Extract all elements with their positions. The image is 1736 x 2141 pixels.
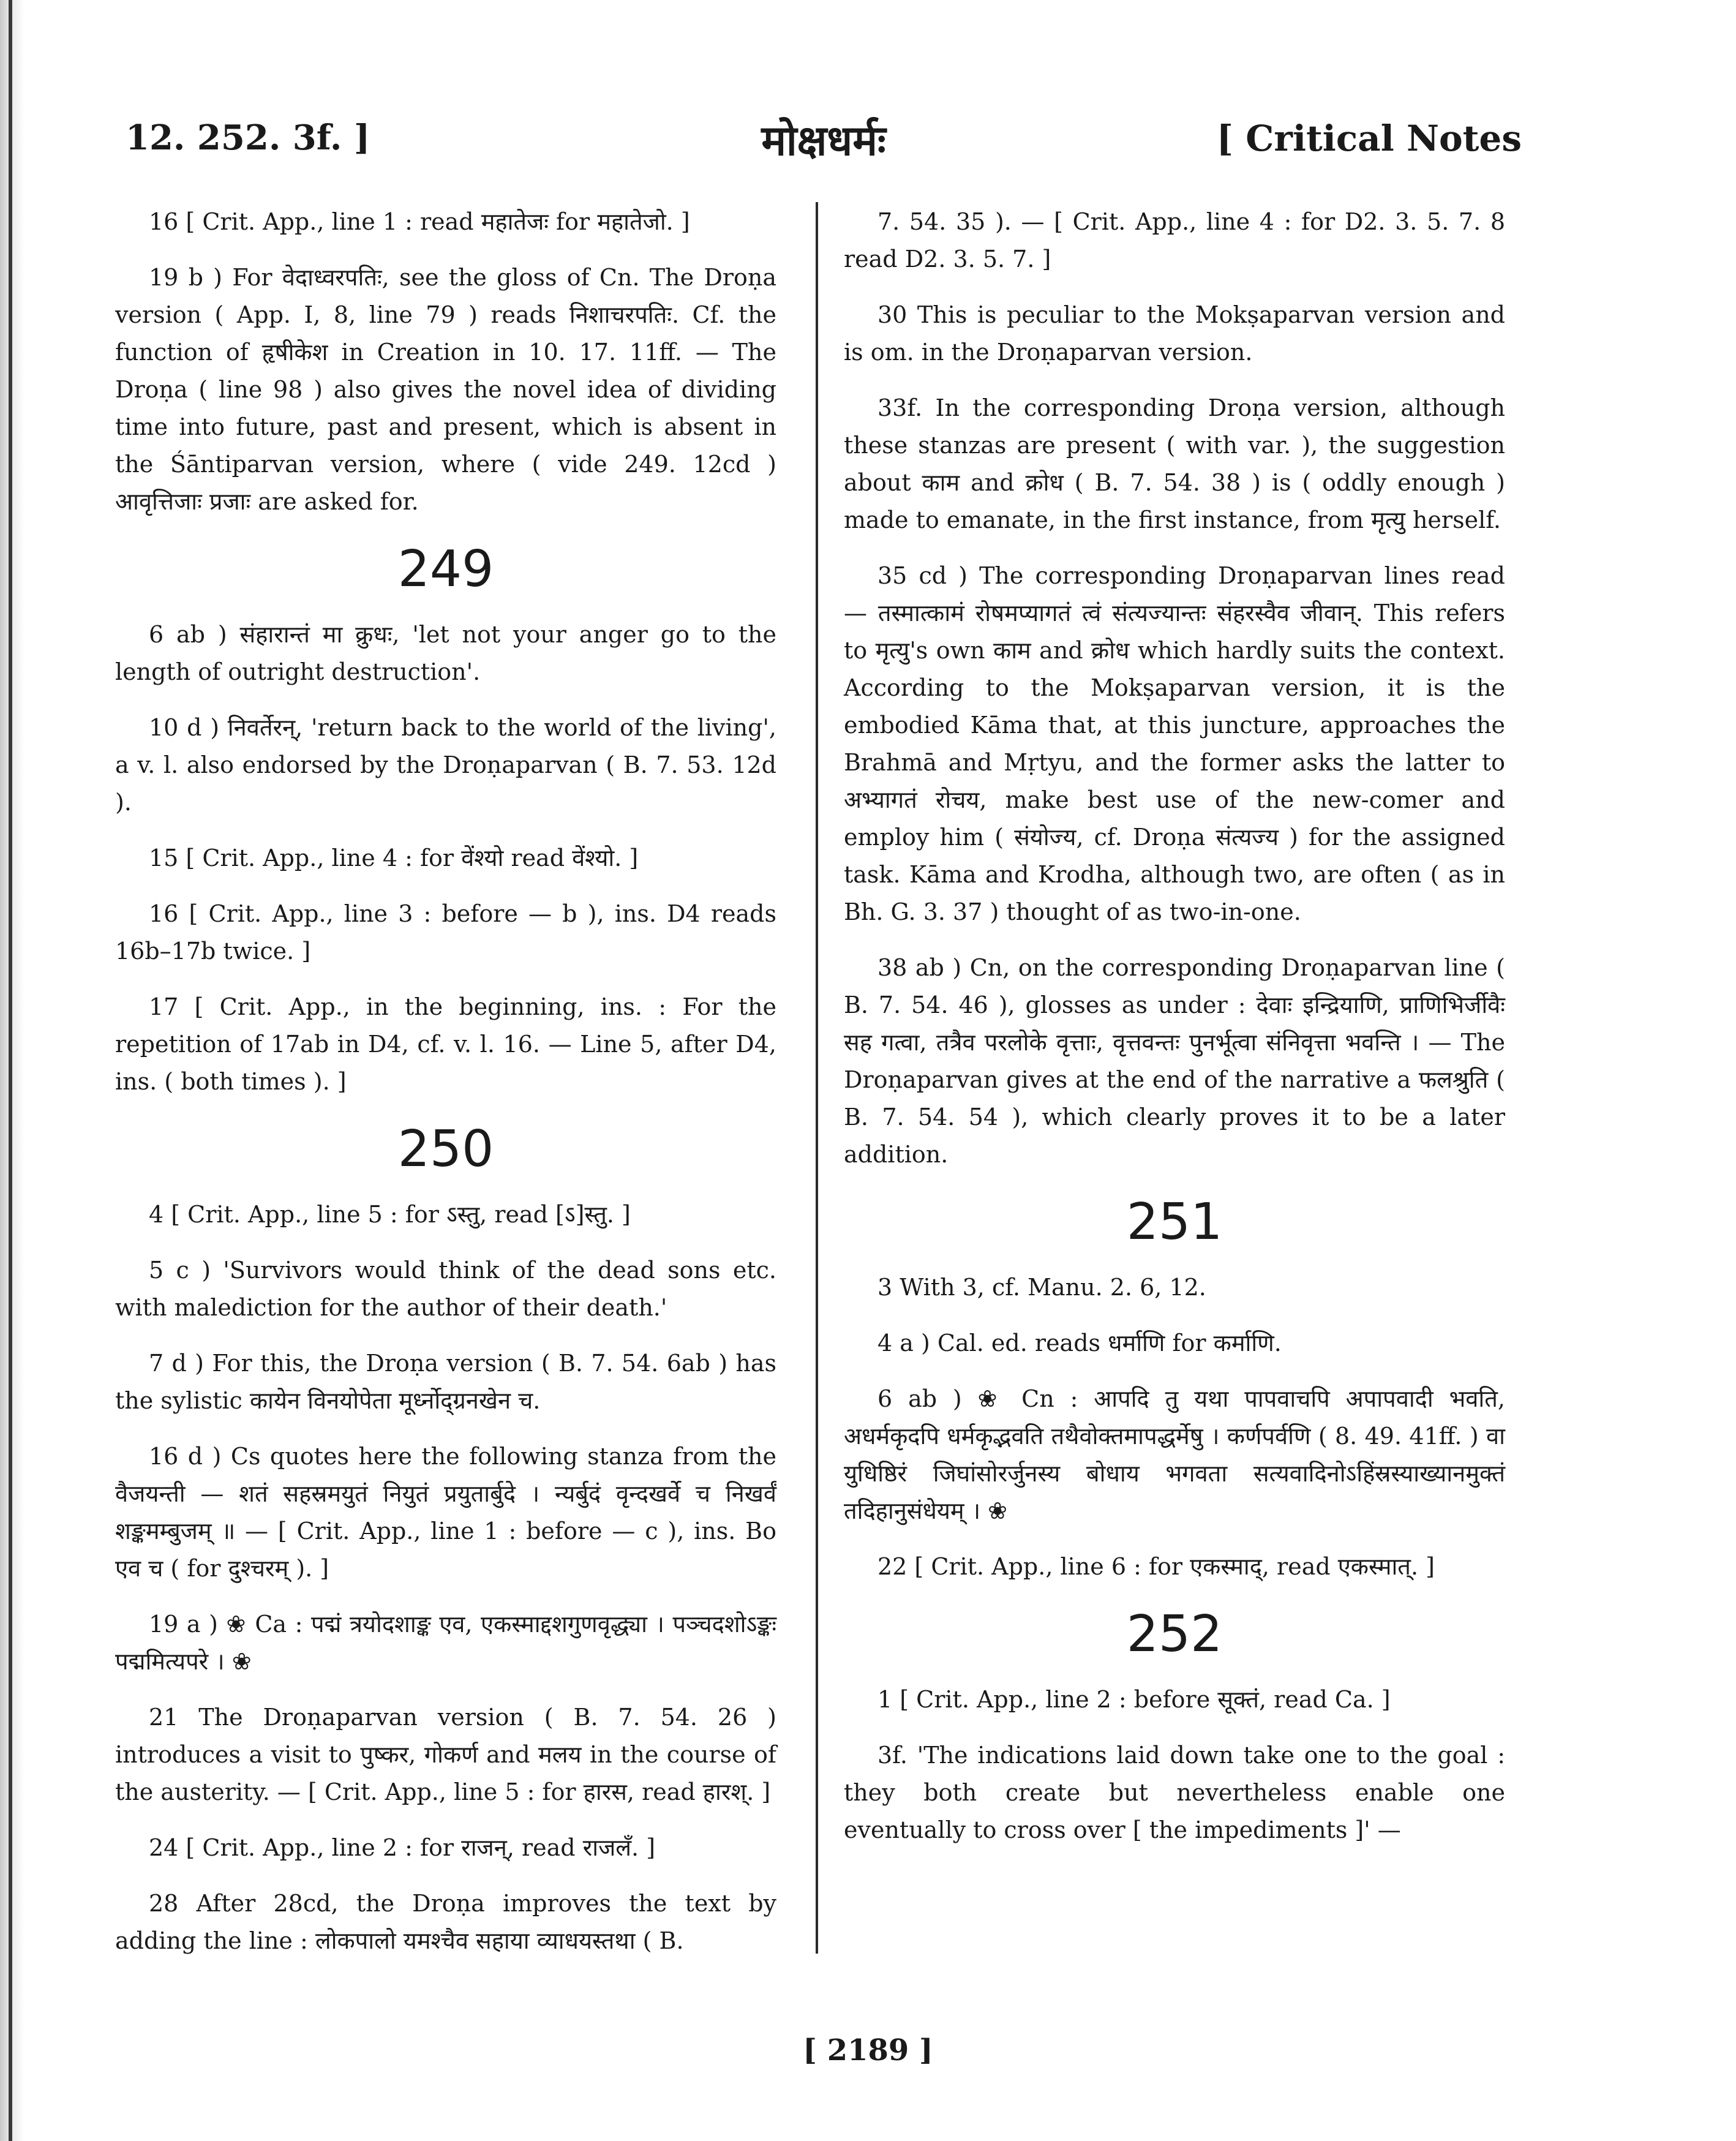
scan-binding-edge	[0, 0, 24, 2141]
note-paragraph: 15 [ Crit. App., line 4 : for वेंश्यो read वेंश्यो. ]	[149, 845, 639, 871]
note-paragraph: 33f. In the corresponding Droṇa version, although these stanzas are present ( with var. ), the suggestion about काम and क्रोध ( B. 7. 54. 38 ) is ( oddly enough ) made to emanate, in the first instance, from मृत्यु herself.	[844, 394, 1505, 533]
column-divider	[816, 202, 818, 1954]
note-paragraph: 16 [ Crit. App., line 3 : before — b ), ins. D4 reads 16b–17b twice. ]	[115, 900, 776, 965]
note-paragraph: 28 After 28cd, the Droṇa improves the text by adding the line : लोकपालो यमश्चैव सहाया व्याधयस्तथा ( B.	[115, 1890, 776, 1954]
note-paragraph: 5 c ) 'Survivors would think of the dead sons etc. with malediction for the author of their death.'	[115, 1257, 776, 1321]
left-column	[115, 203, 776, 1978]
note-paragraph: 38 ab ) Cn, on the corresponding Droṇaparvan line ( B. 7. 54. 46 ), glosses as under : देवाः इन्द्रियाणि, प्राणिभिर्जीवैः सह गत्वा, तत्रैव परलोके वृत्ताः, वृत्तवन्तः पुनर्भूत्वा संनिवृत्ता भवन्ति । — The Droṇaparvan gives at the end of the narrative a फलश्रुति ( B. 7. 54. 54 ), which clearly proves it to be a later addition.	[844, 954, 1505, 1168]
note-paragraph: 19 a ) ❀ Ca : पद्मं त्रयोदशाङ्क एव, एकस्माद्दशगुणवृद्ध्या । पञ्चदशोऽङ्कः पद्ममित्यपरे । ❀	[115, 1611, 776, 1675]
section-heading-250: 250	[397, 1120, 494, 1178]
note-paragraph: 7 d ) For this, the Droṇa version ( B. 7. 54. 6ab ) has the sylistic कायेन विनयोपेता मूर्ध्नोद्ग्रनखेन च.	[115, 1350, 776, 1414]
note-paragraph: 3f. 'The indications laid down take one to the goal : they both create but nevertheless enable one eventually to cross over [ the impediments ]' —	[844, 1742, 1505, 1843]
section-heading-252: 252	[1126, 1605, 1223, 1663]
note-paragraph: 3 With 3, cf. Manu. 2. 6, 12.	[877, 1274, 1206, 1301]
note-paragraph: 24 [ Crit. App., line 2 : for राजन्, read राजलँ. ]	[149, 1834, 656, 1861]
scan-binding-shadow	[9, 0, 12, 2141]
note-paragraph: 17 [ Crit. App., in the beginning, ins. : For the repetition of 17ab in D4, cf. v. l. 16. — Line 5, after D4, ins. ( both times ). ]	[115, 993, 776, 1095]
note-paragraph: 10 d ) निवर्तेरन्, 'return back to the world of the living', a v. l. also endorsed by the Droṇaparvan ( B. 7. 53. 12d ).	[115, 714, 776, 816]
note-paragraph: 19 b ) For वेदाध्वरपतिः, see the gloss of Cn. The Droṇa version ( App. I, 8, line 79 ) reads निशाचरपतिः. Cf. the function of हृषीकेश in Creation in 10. 17. 11ff. — The Droṇa ( line 98 ) also gives the novel idea of dividing time into future, past and present, which is absent in the Śāntiparvan version, where ( vide 249. 12cd ) आवृत्तिजाः प्रजाः are asked for.	[115, 264, 776, 515]
note-paragraph: 4 a ) Cal. ed. reads धर्माणि for कर्माणि.	[877, 1330, 1282, 1356]
note-paragraph: 4 [ Crit. App., line 5 : for ऽस्तु, read [ऽ]स्तु. ]	[149, 1201, 631, 1228]
header-reference: 12. 252. 3f. ]	[126, 118, 370, 158]
header-title: मोक्षधर्मः	[761, 116, 886, 165]
header-section: [ Critical Notes	[1216, 118, 1522, 159]
page-header	[126, 105, 1522, 179]
note-paragraph: 1 [ Crit. App., line 2 : before सूक्तं, read Ca. ]	[877, 1686, 1391, 1713]
note-paragraph: 6 ab ) संहारान्तं मा क्रुधः, 'let not your anger go to the length of outright destruction'.	[115, 621, 776, 685]
note-paragraph: 7. 54. 35 ). — [ Crit. App., line 4 : for D2. 3. 5. 7. 8 read D2. 3. 5. 7. ]	[844, 208, 1505, 273]
note-paragraph: 30 This is peculiar to the Mokṣaparvan version and is om. in the Droṇaparvan version.	[844, 301, 1505, 366]
note-paragraph: 6 ab ) ❀ Cn : आपदि तु यथा पापवाचपि अपापवादी भवति, अधर्मकृदपि धर्मकृद्भवति तथैवोक्तमापद्धर्मेषु । कर्णपर्वणि ( 8. 49. 41ff. ) वा युधिष्ठिरं जिघांसोरर्जुनस्य बोधाय भगवता सत्यवादिनोऽहिंस्रस्याख्यानमुक्तं तदिहानुसंधेयम् । ❀	[844, 1385, 1505, 1524]
note-paragraph: 16 [ Crit. App., line 1 : read महातेजः for महातेजो. ]	[149, 208, 690, 235]
right-column	[844, 203, 1505, 1867]
section-heading-251: 251	[1126, 1193, 1223, 1251]
page-number: [ 2189 ]	[803, 2033, 933, 2068]
note-paragraph: 21 The Droṇaparvan version ( B. 7. 54. 26 ) introduces a visit to पुष्कर, गोकर्ण and मलय in the course of the austerity. — [ Crit. App., line 5 : for हारस, read हारश्. ]	[115, 1704, 776, 1805]
note-paragraph: 22 [ Crit. App., line 6 : for एकस्माद्, read एकस्मात्. ]	[877, 1553, 1435, 1580]
section-heading-249: 249	[397, 540, 494, 598]
note-paragraph: 16 d ) Cs quotes here the following stanza from the वैजयन्ती — शतं सहस्रमयुतं नियुतं प्रयुतार्बुदे । न्यर्बुदं वृन्दखर्वे च निखर्वं शङ्कमम्बुजम् ॥ — [ Crit. App., line 1 : before — c ), ins. Bo एव च ( for दुश्चरम् ). ]	[115, 1443, 776, 1582]
note-paragraph: 35 cd ) The corresponding Droṇaparvan lines read — तस्मात्कामं रोषमप्यागतं त्वं संत्यज्यान्तः संहरस्वैव जीवान्. This refers to मृत्यु's own काम and क्रोध which hardly suits the context. According to the Mokṣaparvan version, it is the embodied Kāma that, at this juncture, approaches the Brahmā and Mṛtyu, and the former asks the latter to अभ्यागतं रोचय, make best use of the new-comer and employ him ( संयोज्य, cf. Droṇa संत्यज्य ) for the assigned task. Kāma and Krodha, although two, are often ( as in Bh. G. 3. 37 ) thought of as two-in-one.	[844, 562, 1505, 925]
